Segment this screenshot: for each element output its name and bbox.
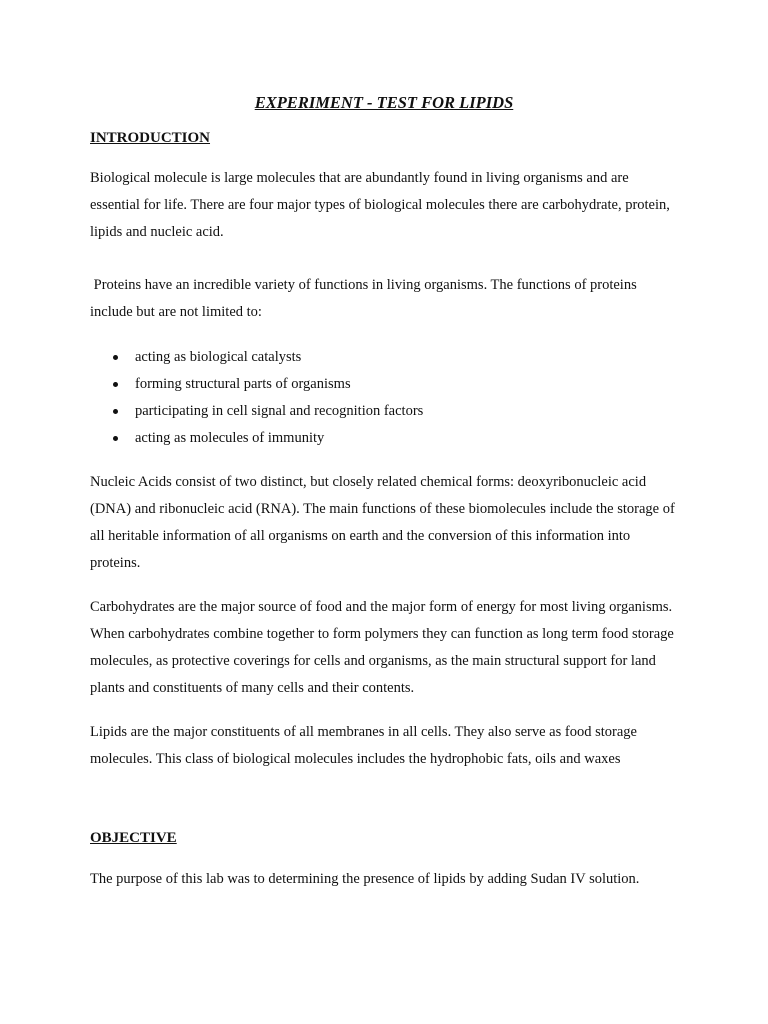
list-item-text: forming structural parts of organisms — [135, 376, 351, 392]
objective-heading: OBJECTIVE — [90, 830, 177, 846]
paragraph-biological-molecules: Biological molecule is large molecules that are abundantly found in living organisms and are essential for life. There are four major types of biological molecules there are carbohydrate, protein, lipids and nucleic acid. — [90, 170, 670, 240]
bullet-icon — [113, 436, 118, 441]
paragraph-carbohydrates: Carbohydrates are the major source of food and the major form of energy for most living organisms. When carbohydrates combine together to form polymers they can function as long term food storage molecules, as protective coverings for cells and organisms, as the main structural support for land plants and constituents of many cells and their contents. — [90, 599, 674, 696]
objective-text: The purpose of this lab was to determining the presence of lipids by adding Sudan IV solution. — [90, 871, 640, 887]
list-item-text: participating in cell signal and recognition factors — [135, 403, 424, 419]
list-item — [90, 371, 423, 398]
list-item — [90, 398, 423, 425]
document-title: EXPERIMENT - TEST FOR LIPIDS — [254, 93, 514, 112]
paragraph-nucleic-acids: Nucleic Acids consist of two distinct, but closely related chemical forms: deoxyribonucleic acid (DNA) and ribonucleic acid (RNA). The main functions of these biomolecules include the storage of all heritable information of all organisms on earth and the conversion of this information into proteins. — [90, 474, 675, 571]
introduction-heading: INTRODUCTION — [90, 130, 211, 146]
list-item — [90, 344, 423, 371]
list-item-text: acting as molecules of immunity — [135, 430, 325, 446]
bullet-icon — [113, 409, 118, 414]
bullet-icon — [113, 355, 118, 360]
protein-functions-list — [90, 344, 423, 452]
paragraph-lipids: Lipids are the major constituents of all membranes in all cells. They also serve as food storage molecules. This class of biological molecules includes the hydrophobic fats, oils and waxes — [90, 724, 637, 767]
bullet-icon — [113, 382, 118, 387]
list-item — [90, 425, 423, 452]
list-item-text: acting as biological catalysts — [135, 349, 302, 365]
paragraph-proteins: Proteins have an incredible variety of functions in living organisms. The functions of proteins include but are not limited to: — [90, 277, 641, 320]
